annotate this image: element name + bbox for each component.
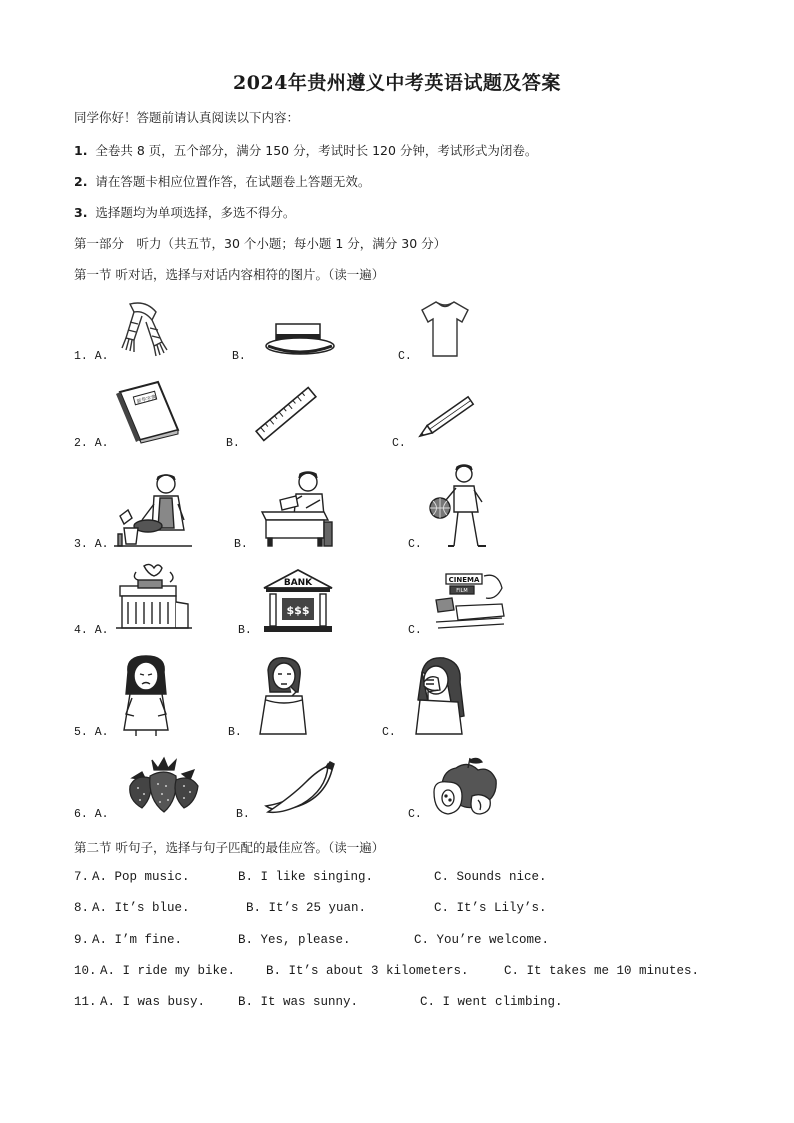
option-label-b: B.: [228, 726, 242, 739]
part1-heading: 第一部分 听力（共五节，30 个小题；每小题 1 分，满分 30 分）: [74, 236, 447, 251]
question-number: 5. A.: [74, 726, 109, 739]
notice-item-1: [74, 141, 537, 159]
question-number: 4. A.: [74, 624, 109, 637]
option-c: C. You’re welcome.: [414, 933, 550, 947]
option-label-c: C.: [408, 808, 422, 821]
option-a: A. It’s blue.: [92, 901, 190, 915]
page-title: 2024年贵州遵义中考英语试题及答案: [233, 72, 561, 94]
option-label-c: C.: [398, 350, 412, 363]
option-label-b: B.: [226, 437, 240, 450]
option-label-c: C.: [392, 437, 406, 450]
option-a: A. I was busy.: [100, 995, 206, 1009]
cinema-icon: [432, 570, 508, 632]
thinking-girl-icon: [254, 656, 314, 736]
question-number: 6. A.: [74, 808, 109, 821]
option-b: B. It’s about 3 kilometers.: [266, 964, 469, 978]
notice-item-text: 请在答题卡相应位置作答，在试题卷上答题无效。: [95, 174, 371, 189]
notice-item-2: [74, 172, 370, 190]
crying-girl-icon: [408, 656, 474, 736]
strawberries-icon: [124, 756, 204, 816]
option-c: C. I went climbing.: [420, 995, 563, 1009]
shop-icon: [114, 562, 194, 634]
option-label-c: C.: [408, 538, 422, 551]
option-c: C. It takes me 10 minutes.: [504, 964, 700, 978]
bank-sign: $$$: [286, 604, 310, 617]
hat-icon: [262, 314, 338, 358]
studying-boy-icon: [258, 466, 336, 548]
tshirt-icon: [420, 298, 470, 360]
notice-item-text: 全卷共 8 页，五个部分，满分 150 分，考试时长 120 分钟，考试形式为闭卷。: [95, 143, 538, 158]
option-c: C. Sounds nice.: [434, 870, 547, 884]
question-number: 7.: [74, 870, 90, 884]
option-c: C. It’s Lily’s.: [434, 901, 547, 915]
cinema-label: CINEMA: [448, 576, 480, 584]
notice-greeting: 同学你好！答题前请认真阅读以下内容：: [74, 110, 300, 125]
dictionary-label: 新华字典: [136, 394, 157, 406]
notice-item-num: 2.: [74, 174, 88, 189]
notice-item-text: 选择题均为单项选择，多选不得分。: [95, 205, 296, 220]
cooking-boy-icon: [114, 470, 194, 550]
basketball-boy-icon: [424, 462, 494, 550]
question-number: 11.: [74, 995, 97, 1009]
option-label-b: B.: [234, 538, 248, 551]
option-b: B. Yes, please.: [238, 933, 351, 947]
question-number: 1. A.: [74, 350, 109, 363]
bank-icon: [262, 568, 334, 634]
film-label: FILM: [456, 588, 468, 594]
dictionary-icon: [114, 378, 184, 444]
scarf-icon: [112, 298, 174, 360]
notice-item-num: 1.: [74, 143, 88, 158]
option-b: B. It was sunny.: [238, 995, 359, 1009]
question-number: 3. A.: [74, 538, 109, 551]
question-number: 2. A.: [74, 437, 109, 450]
option-b: B. I like singing.: [238, 870, 374, 884]
pencil-icon: [412, 390, 484, 444]
option-a: A. I ride my bike.: [100, 964, 236, 978]
option-label-c: C.: [382, 726, 396, 739]
option-a: A. I’m fine.: [92, 933, 183, 947]
apples-icon: [428, 756, 508, 818]
option-label-b: B.: [232, 350, 246, 363]
bank-label: BANK: [283, 578, 313, 588]
option-a: A. Pop music.: [92, 870, 190, 884]
option-label-c: C.: [408, 624, 422, 637]
ruler-icon: [250, 380, 322, 448]
option-b: B. It’s 25 yuan.: [246, 901, 367, 915]
question-number: 10.: [74, 964, 97, 978]
option-label-b: B.: [238, 624, 252, 637]
option-label-b: B.: [236, 808, 250, 821]
section1-heading: 第一节 听对话，选择与对话内容相符的图片。（读一遍）: [74, 267, 385, 282]
sad-girl-icon: [116, 654, 176, 738]
question-number: 9.: [74, 933, 90, 947]
question-number: 8.: [74, 901, 90, 915]
notice-item-3: [74, 203, 295, 221]
notice-item-num: 3.: [74, 205, 88, 220]
bananas-icon: [262, 760, 336, 816]
section2-heading: 第二节 听句子，选择与句子匹配的最佳应答。（读一遍）: [74, 840, 385, 855]
